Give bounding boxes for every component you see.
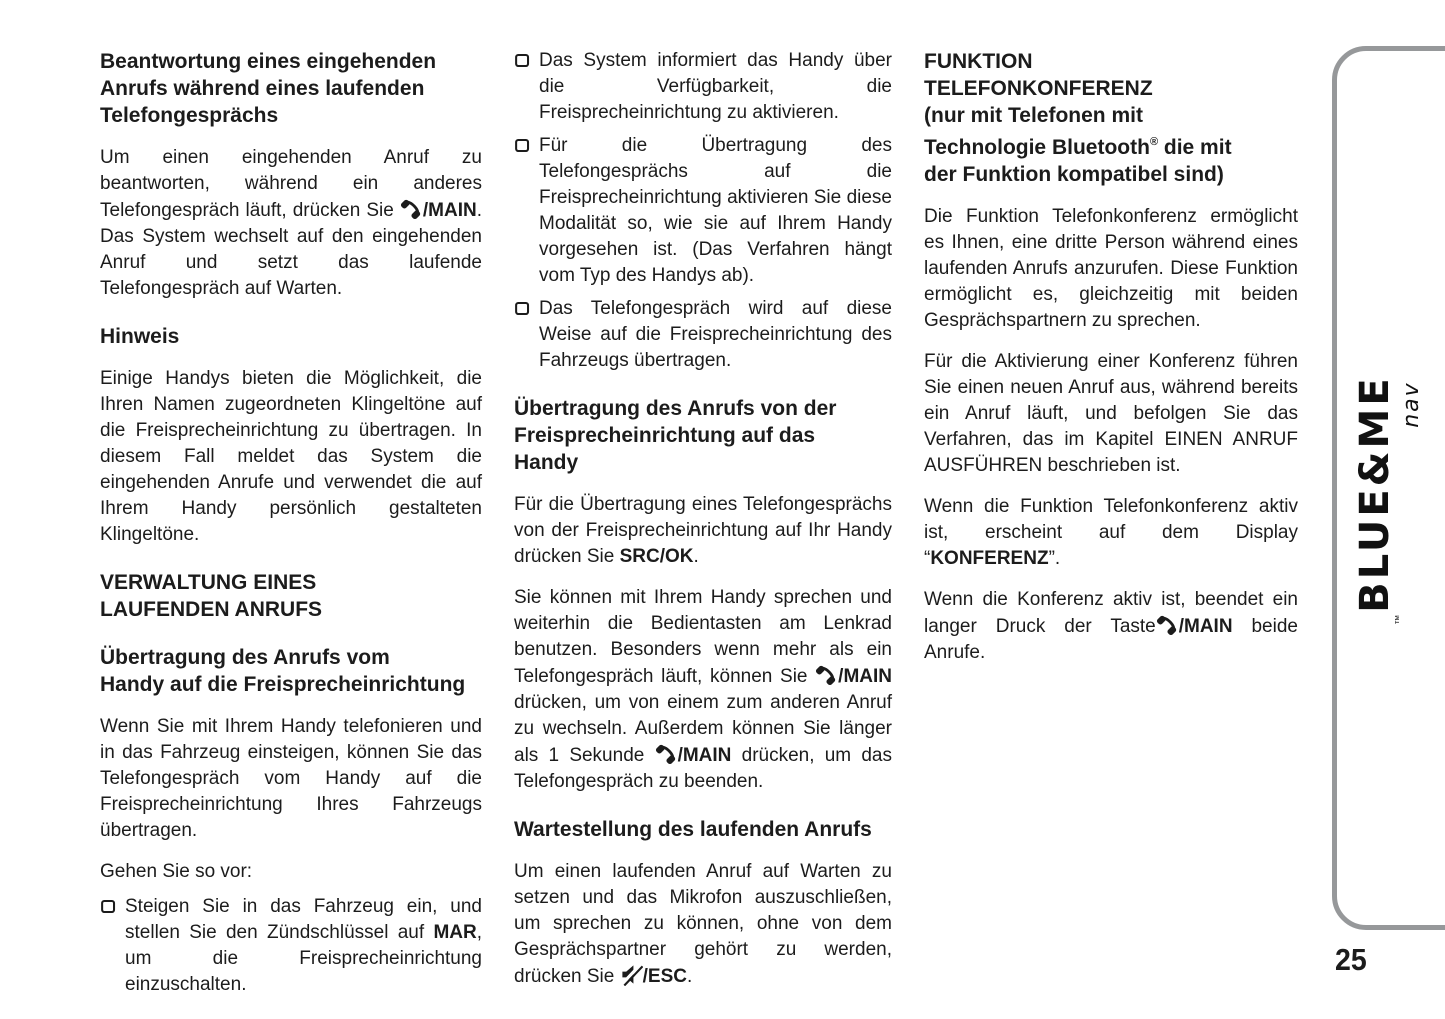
esc-key-label: /ESC [642, 966, 687, 987]
heading-line [924, 129, 1298, 161]
heading-answer-incoming-call [100, 48, 482, 129]
heading-hinweis [100, 323, 482, 350]
paragraph-text: Sie können mit Ihrem Handy sprechen und weiterhin die Bedientasten am Lenkrad benutzen. Besonders wenn mehr als ein Telefongespräch läuft, können Sie [514, 587, 892, 687]
paragraph-text: drücken, um von einem zum anderen Anruf zu wechseln. Außerdem können Sie länger als 1 Sekunde [514, 692, 892, 766]
heading-hold-current-call [514, 816, 892, 843]
heading-transfer-handsfree-to-phone [514, 395, 892, 476]
heading-line: FUNKTION [924, 50, 1033, 73]
mar-key-label: MAR [433, 922, 477, 943]
paragraph [924, 494, 1298, 572]
paragraph-text: Wenn die Funktion Telefonkonferenz aktiv ist, erscheint auf dem Display “ [924, 496, 1298, 569]
checkbox-bullet-icon [514, 300, 531, 317]
blue-and-me-logo [1352, 375, 1424, 624]
paragraph [514, 859, 892, 990]
heading-line: Wartestellung des laufenden Anrufs [514, 818, 872, 841]
paragraph-text: Für die Übertragung eines Telefongesprächs von der Freisprecheinrichtung auf Ihr Handy drücken Sie [514, 494, 892, 567]
paragraph: Einige Handys bieten die Möglichkeit, die Ihren Namen zugeordneten Klingeltöne auf die Freisprecheinrichtung zu übertragen. In diesem Fall meldet das System die eingehenden Anrufe und verwendet die auf Ihrem Handy persönlich gestalteten Klingeltöne. [100, 368, 482, 545]
paragraph-text: Wenn die Konferenz aktiv ist, beendet ein langer Druck der Taste [924, 589, 1298, 637]
heading-line: TELEFONKONFERENZ [924, 77, 1153, 100]
heading-line: Anrufs während eines laufenden [100, 77, 425, 100]
phone-handset-icon [1156, 613, 1179, 636]
list-item-text: Das System informiert das Handy über die Verfügbarkeit, die Freisprecheinrichtung zu aktivieren. [539, 50, 892, 123]
phone-handset-icon [815, 663, 838, 686]
list-item [100, 894, 482, 998]
heading-line: (nur mit Telefonen mit [924, 104, 1143, 127]
paragraph [514, 585, 892, 795]
paragraph-text: drücken, um das Telefongespräch zu beenden. [514, 745, 892, 792]
heading-line: VERWALTUNG EINES [100, 571, 317, 594]
trademark-symbol: ™ [1394, 614, 1405, 625]
heading-transfer-phone-to-handsfree [100, 644, 482, 698]
column-1 [100, 48, 482, 1005]
konferenz-display-label: KONFERENZ [930, 548, 1049, 569]
heading-line: Handy [514, 451, 579, 474]
main-key-label: /MAIN [838, 666, 892, 687]
page-number: 25 [1335, 942, 1367, 977]
paragraph-text: . [693, 546, 699, 567]
logo-sub-text: nav [1399, 381, 1424, 428]
heading-line: Telefongesprächs [100, 104, 279, 127]
paragraph-text: . [686, 966, 693, 987]
paragraph: Wenn Sie mit Ihrem Handy telefonieren und in das Fahrzeug einsteigen, können Sie das Telefongespräch vom Handy auf die Freisprecheinrichtung Ihres Fahrzeugs übertragen. [100, 716, 482, 841]
heading-line: Handy auf die Freisprecheinrichtung [100, 673, 466, 696]
main-key-label: /MAIN [1178, 616, 1233, 637]
paragraph [100, 145, 482, 302]
list-item-text: Für die Übertragung des Telefongesprächs auf die Freisprecheinrichtung aktivieren Sie diese Modalität so, wie sie auf Ihrem Handy vorgesehen ist. (Das Verfahren hängt vom Typ des Handys ab). [539, 135, 892, 286]
heading-line: Hinweis [100, 325, 180, 348]
heading-call-management [100, 569, 482, 623]
mute-speaker-icon [620, 963, 643, 986]
list-item [514, 48, 892, 126]
paragraph-text: . Das System wechselt auf den eingehenden Anruf und setzt das laufende Telefongespräch auf Warten. [100, 200, 482, 299]
list-item-text: , um die Freisprecheinrichtung einzuschalten. [125, 922, 482, 995]
paragraph-text: Um einen laufenden Anruf auf Warten zu setzen und das Mikrofon auszuschließen, um sprechen zu können, ohne von dem Gesprächspartner gehört zu werden, drücken Sie [514, 861, 892, 987]
heading-line: Übertragung des Anrufs vom [100, 646, 390, 669]
paragraph [514, 492, 892, 570]
main-key-label: /MAIN [422, 200, 477, 221]
column-2 [514, 48, 892, 1005]
list-item-text: Steigen Sie in das Fahrzeug ein, und stellen Sie den Zündschlüssel auf [125, 896, 482, 943]
checkbox-bullet-icon [100, 898, 117, 915]
src-ok-key-label: SRC/OK [619, 546, 694, 567]
paragraph: Gehen Sie so vor: [100, 861, 253, 882]
heading-line: Beantwortung eines eingehenden [100, 50, 437, 73]
list-item-text: Das Telefongespräch wird auf diese Weise auf die Freisprecheinrichtung des Fahrzeugs übertragen. [539, 298, 892, 371]
list-item [514, 296, 892, 374]
paragraph: Die Funktion Telefonkonferenz ermöglicht es Ihnen, eine dritte Person während eines laufenden Anrufs anzurufen. Diese Funktion ermöglicht es, gleichzeitig mit beiden Gesprächspartnern zu sprechen. [924, 206, 1298, 331]
main-key-label: /MAIN [677, 745, 732, 766]
heading-line: der Funktion kompatibel sind) [924, 163, 1224, 186]
heading-text: die mit [1158, 136, 1232, 159]
heading-line: Übertragung des Anrufs von der [514, 397, 837, 420]
heading-text: Technologie Bluetooth [924, 136, 1150, 159]
column-3 [924, 48, 1298, 681]
heading-conference-function [924, 48, 1298, 188]
heading-line: LAUFENDEN ANRUFS [100, 598, 323, 621]
paragraph [924, 587, 1298, 666]
registered-trademark-symbol: ® [1149, 136, 1159, 148]
checkbox-bullet-icon [514, 137, 531, 154]
heading-line: Freisprecheinrichtung auf das [514, 424, 816, 447]
checkbox-bullet-icon [514, 52, 531, 69]
paragraph-text: Um einen eingehenden Anruf zu beantworten, während ein anderes Telefongespräch läuft, drücken Sie [100, 147, 482, 221]
list-item [514, 133, 892, 289]
phone-handset-icon [400, 197, 423, 220]
paragraph-text: ”. [1048, 548, 1061, 569]
phone-handset-icon [655, 742, 678, 765]
paragraph-text: beide Anrufe. [924, 616, 1298, 663]
paragraph: Für die Aktivierung einer Konferenz führen Sie einen neuen Anruf aus, während bereits ein Anruf läuft, und befolgen Sie das Verfahren, das im Kapitel EINEN ANRUF AUSFÜHREN beschrieben ist. [924, 351, 1298, 476]
logo-text: BLUE&ME [1352, 375, 1398, 613]
